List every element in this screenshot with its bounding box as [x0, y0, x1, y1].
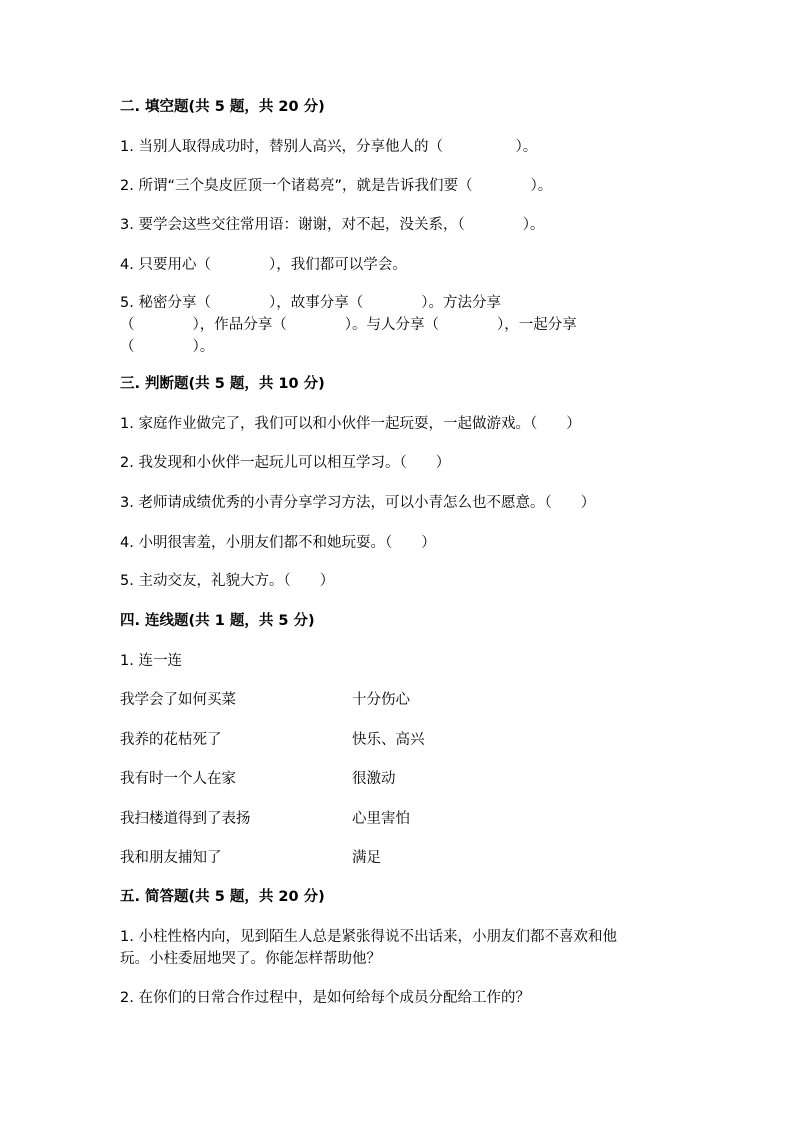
fill-blank-question-5-line-3: （ ）。 — [120, 339, 215, 355]
matching-question-1: 1. 连一连 — [120, 653, 182, 669]
fill-blank-question-5-line-2: （ ），作品分享（ ）。与人分享（ ），一起分享 — [120, 317, 577, 333]
fill-blank-question-1: 1. 当别人取得成功时，替别人高兴，分享他人的（ ）。 — [120, 139, 538, 155]
true-false-question-4: 4. 小明很害羞，小朋友们都不和她玩耍。（ ） — [120, 535, 436, 551]
fill-blank-question-4: 4. 只要用心（ ），我们都可以学会。 — [120, 257, 407, 273]
true-false-question-2: 2. 我发现和小伙伴一起玩儿可以相互学习。（ ） — [120, 455, 451, 471]
short-answer-question-1-line-2: 玩。小柱委屈地哭了。你能怎样帮助他？ — [120, 951, 381, 967]
section-heading-true-false: 三. 判断题(共 5 题，共 10 分) — [120, 376, 325, 392]
short-answer-question-2: 2. 在你们的日常合作过程中，是如何给每个成员分配给工作的？ — [120, 990, 530, 1006]
fill-blank-question-5-line-1: 5. 秘密分享（ ），故事分享（ ）。方法分享 — [120, 295, 501, 311]
fill-blank-question-3: 3. 要学会这些交往常用语：谢谢，对不起，没关系，（ ）。 — [120, 217, 545, 233]
matching-right-item-5: 满足 — [352, 850, 381, 866]
matching-left-item-1: 我学会了如何买菜 — [120, 692, 236, 708]
matching-right-item-3: 很激动 — [352, 771, 396, 787]
true-false-question-1: 1. 家庭作业做完了，我们可以和小伙伴一起玩耍，一起做游戏。（ ） — [120, 416, 581, 432]
true-false-question-5: 5. 主动交友，礼貌大方。（ ） — [120, 573, 335, 589]
short-answer-question-1-line-1: 1. 小柱性格内向，见到陌生人总是紧张得说不出话来，小朋友们都不喜欢和他 — [120, 929, 617, 945]
matching-left-item-5: 我和朋友捕知了 — [120, 850, 222, 866]
matching-left-item-4: 我扫楼道得到了表扬 — [120, 811, 251, 827]
matching-right-item-1: 十分伤心 — [352, 692, 410, 708]
true-false-question-3: 3. 老师请成绩优秀的小青分享学习方法，可以小青怎么也不愿意。（ ） — [120, 495, 596, 511]
section-heading-matching: 四. 连线题(共 1 题，共 5 分) — [120, 613, 315, 629]
section-heading-fill-blank: 二. 填空题(共 5 题，共 20 分) — [120, 99, 325, 115]
matching-left-item-3: 我有时一个人在家 — [120, 771, 236, 787]
fill-blank-question-2: 2. 所谓“三个臭皮匠顶一个诸葛亮”，就是告诉我们要（ ）。 — [120, 178, 553, 194]
matching-right-item-2: 快乐、高兴 — [352, 732, 425, 748]
matching-right-item-4: 心里害怕 — [352, 811, 410, 827]
section-heading-short-answer: 五. 简答题(共 5 题，共 20 分) — [120, 889, 325, 905]
matching-left-item-2: 我养的花枯死了 — [120, 732, 222, 748]
